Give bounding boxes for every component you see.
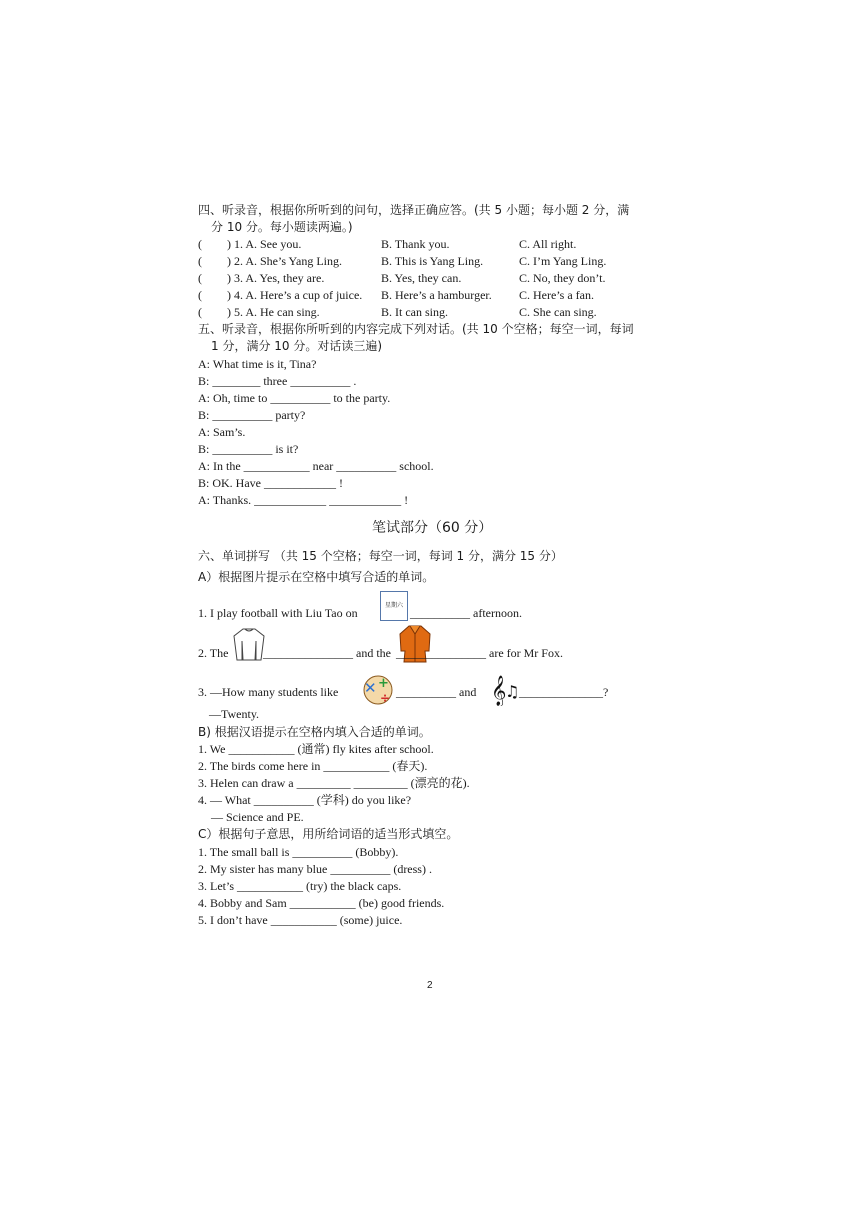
dialogue-line: A: In the ___________ near __________ school. — [198, 459, 434, 473]
answer-paren: ( — [198, 254, 202, 268]
svg-text:✕: ✕ — [364, 679, 377, 697]
part-a-q3-text: 3. —How many students like — [198, 685, 339, 699]
part-b-item: 4. — What __________ (学科) do you like? — [198, 793, 412, 807]
dialogue-line: A: What time is it, Tina? — [198, 357, 317, 371]
question-4-b: B. Here’s a hamburger. — [381, 288, 492, 302]
question-1-b: B. Thank you. — [381, 237, 450, 251]
part-a-q1-blank: __________ afternoon. — [410, 606, 522, 620]
question-3-a: ) 3. A. Yes, they are. — [227, 271, 325, 285]
section4-heading-line2: 分 10 分。每小题读两遍。) — [211, 220, 353, 234]
maths-icon — [358, 673, 396, 707]
dialogue-line: A: Sam’s. — [198, 425, 246, 439]
svg-text:♫: ♫ — [505, 682, 520, 701]
question-1-a: ) 1. A. See you. — [227, 237, 302, 251]
part-c-item: 5. I don’t have ___________ (some) juice. — [198, 913, 403, 927]
answer-paren: ( — [198, 305, 202, 319]
answer-paren: ( — [198, 288, 202, 302]
svg-text:𝄞: 𝄞 — [491, 676, 507, 706]
question-3-b: B. Yes, they can. — [381, 271, 462, 285]
question-5-a: ) 5. A. He can sing. — [227, 305, 320, 319]
answer-paren: ( — [198, 237, 202, 251]
part-b-item: 2. The birds come here in ___________ (春天). — [198, 759, 428, 773]
part-c-item: 3. Let’s ___________ (try) the black caps. — [198, 879, 402, 893]
answer-paren: ( — [198, 271, 202, 285]
part-a-q2-blank1: _______________ and the — [263, 646, 391, 660]
dialogue-line: B: __________ is it? — [198, 442, 299, 456]
question-2-a: ) 2. A. She’s Yang Ling. — [227, 254, 343, 268]
calendar-saturday-icon — [380, 591, 408, 621]
calendar-label: 星期六 — [384, 602, 403, 609]
question-5-c: C. She can sing. — [519, 305, 597, 319]
question-4-c: C. Here’s a fan. — [519, 288, 594, 302]
sweater-icon — [232, 627, 266, 663]
dialogue-line: B: ________ three __________ . — [198, 374, 357, 388]
section5-heading-line2: 1 分，满分 10 分。对话读三遍) — [211, 339, 383, 353]
part-a-q3-answer: —Twenty. — [209, 707, 260, 721]
dialogue-line: A: Oh, time to __________ to the party. — [198, 391, 391, 405]
question-2-b: B. This is Yang Ling. — [381, 254, 484, 268]
question-5-b: B. It can sing. — [381, 305, 448, 319]
part-b-item: — Science and PE. — [211, 810, 304, 824]
question-2-c: C. I’m Yang Ling. — [519, 254, 607, 268]
part-c-item: 1. The small ball is __________ (Bobby). — [198, 845, 399, 859]
section5-heading-line1: 五、听录音，根据你所听到的内容完成下列对话。(共 10 个空格；每空一词，每词 — [198, 322, 634, 336]
written-section-title: 笔试部分（60 分） — [372, 520, 493, 536]
part-a-q1-text: 1. I play football with Liu Tao on — [198, 606, 358, 620]
svg-text:÷: ÷ — [380, 691, 391, 705]
part-c-item: 4. Bobby and Sam ___________ (be) good friends. — [198, 896, 445, 910]
question-4-a: ) 4. A. Here’s a cup of juice. — [227, 288, 363, 302]
part-a-heading: A）根据图片提示在空格中填写合适的单词。 — [198, 570, 435, 584]
question-3-c: C. No, they don’t. — [519, 271, 606, 285]
section6-heading: 六、单词拼写 （共 15 个空格；每空一词，每词 1 分，满分 15 分） — [198, 549, 563, 563]
part-a-q3-blank1: __________ and — [396, 685, 477, 699]
dialogue-line: B: OK. Have ____________ ! — [198, 476, 343, 490]
dialogue-line: B: __________ party? — [198, 408, 306, 422]
part-b-item: 3. Helen can draw a _________ _________ (漂亮的花). — [198, 776, 470, 790]
dialogue-line: A: Thanks. ____________ ____________ ! — [198, 493, 409, 507]
part-c-item: 2. My sister has many blue __________ (dress) . — [198, 862, 432, 876]
part-b-heading: B) 根据汉语提示在空格内填入合适的单词。 — [198, 725, 431, 739]
question-1-c: C. All right. — [519, 237, 577, 251]
part-a-q2-text: 2. The — [198, 646, 229, 660]
part-b-item: 1. We ___________ (通常) fly kites after school. — [198, 742, 434, 756]
part-c-heading: C）根据句子意思，用所给词语的适当形式填空。 — [198, 827, 459, 841]
svg-text:+: + — [378, 676, 389, 691]
page-number: 2 — [427, 980, 433, 991]
part-a-q3-blank2: ______________? — [519, 685, 609, 699]
part-a-q2-blank2: _______________ are for Mr Fox. — [396, 646, 563, 660]
section4-heading-line1: 四、听录音，根据你所听到的问句，选择正确应答。(共 5 小题；每小题 2 分，满 — [198, 203, 630, 217]
